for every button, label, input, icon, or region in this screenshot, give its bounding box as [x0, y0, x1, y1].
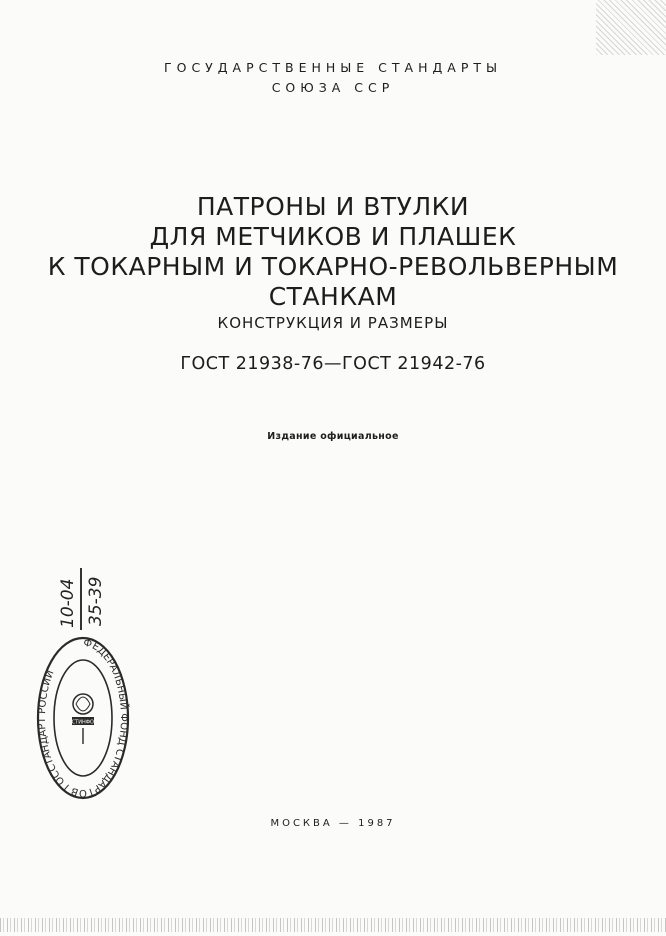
- svg-text:ФЕДЕРАЛЬНЫЙ ФОНД СТАНДАРТОВ ГО: ФЕДЕРАЛЬНЫЙ ФОНД СТАНДАРТОВ ГОССТАНДАРТ РОССИИ: [36, 637, 129, 799]
- stamp-seal-graphic: [34, 632, 132, 802]
- publisher-header-line2: СОЮЗА ССР: [271, 80, 395, 95]
- gost-number: ГОСТ 21938-76—ГОСТ 21942-76: [180, 354, 486, 374]
- title-line-1: ПАТРОНЫ И ВТУЛКИ: [196, 192, 470, 221]
- title-line-2: ДЛЯ МЕТЧИКОВ И ПЛАШЕК: [149, 222, 517, 251]
- library-stamp: [34, 632, 132, 802]
- publisher-header-line1: ГОСУДАРСТВЕННЫЕ СТАНДАРТЫ: [163, 60, 503, 75]
- document-subtitle: КОНСТРУКЦИЯ И РАЗМЕРЫ: [217, 314, 449, 332]
- publication-city-year: МОСКВА — 1987: [270, 818, 396, 829]
- scan-noise-bottom: [0, 918, 666, 932]
- edition-label: Издание официальное: [267, 431, 399, 442]
- handwritten-note-1: 10-04: [58, 578, 78, 628]
- scan-noise-corner: [596, 0, 666, 55]
- handwritten-divider: [80, 568, 82, 630]
- title-line-4: СТАНКАМ: [268, 282, 398, 311]
- title-line-3: К ТОКАРНЫМ И ТОКАРНО-РЕВОЛЬВЕРНЫМ: [47, 252, 619, 281]
- svg-text:ГОСТИНФОРМ: ГОСТИНФОРМ: [64, 719, 102, 726]
- handwritten-note-2: 35-39: [86, 576, 106, 626]
- document-title: [0, 192, 666, 312]
